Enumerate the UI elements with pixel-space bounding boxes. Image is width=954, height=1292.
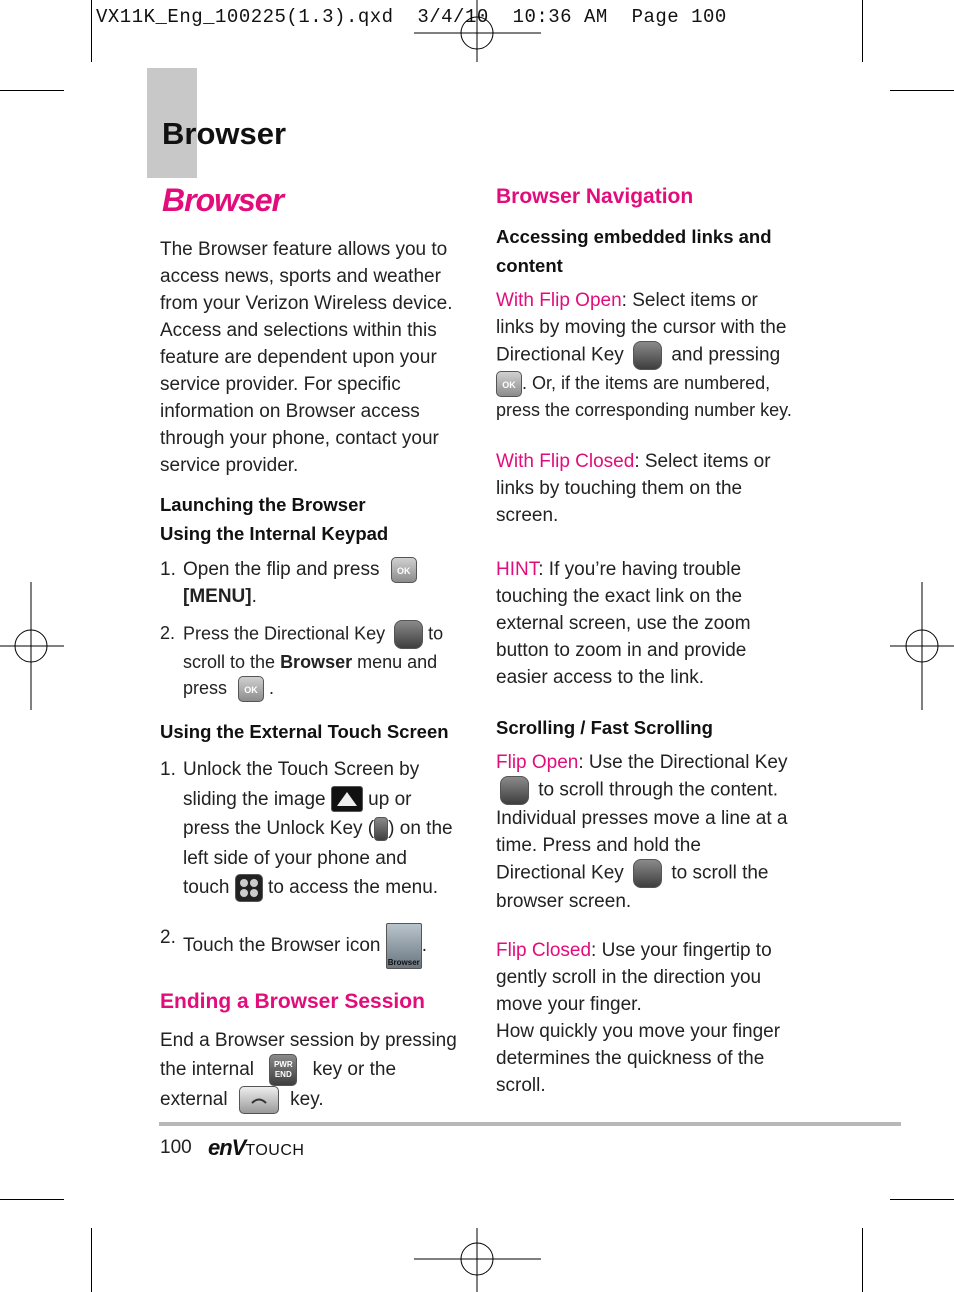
step-text: menu and press [183,652,438,698]
ending-heading: Ending a Browser Session [160,990,425,1013]
unlock-key-icon [374,817,388,841]
crop-mark [0,1199,64,1200]
flip-open-label: With Flip Open [496,290,622,311]
scroll-text: to scroll the browser screen. [496,862,769,912]
footer-rule [159,1122,901,1126]
step-number: 2. [160,623,176,643]
crop-mark [862,1228,863,1292]
chapter-title: Browser [162,116,287,151]
list-item: 1. Open the flip and press OK [MENU]. [160,556,450,610]
nav-text: : Select items or links by touching them on the screen. [496,451,771,526]
directional-key-icon [633,341,662,370]
ending-text: key. [290,1089,324,1111]
hint-text: : If you’re having trouble touching the exact link on the external screen, use the zoom button to zoom in and provide easier access to the link. [496,559,751,688]
env-touch-logo [208,1135,304,1161]
embedded-links-heading: Accessing embedded links and content [496,226,772,276]
crop-mark [862,0,863,62]
scrolling-heading: Scrolling / Fast Scrolling [496,717,713,738]
internal-steps [160,556,450,702]
launching-section [160,490,460,548]
print-slug: VX11K_Eng_100225(1.3).qxd 3/4/10 10:36 AM Page 100 [96,6,727,28]
menu-key-label: [MENU] [183,586,252,607]
nav-text: . Or, if the items are numbered, press the corresponding number key. [496,373,792,420]
launching-heading: Launching the Browser [160,494,366,515]
scroll-text: How quickly you move your finger determines the quickness of the scroll. [496,1021,781,1096]
step-text: ) on the left side of your phone and touch [183,818,453,898]
step-number: 2. [160,926,176,948]
registration-mark-left [0,582,64,710]
external-steps [160,755,456,969]
crop-mark [91,1228,92,1292]
end-key-top-label: PWR [273,1060,293,1069]
nav-text: and pressing [671,344,781,366]
step-text: Touch the Browser icon [183,934,381,956]
flip-open-label: Flip Open [496,752,579,773]
ending-paragraph [160,1027,460,1114]
scroll-text: : Use the Directional Key [578,752,788,773]
list-item: 2. Touch the Browser icon Browser. [160,923,456,969]
nav-text: : Select items or links by moving the cursor with the Directional Key [496,290,787,366]
logo-touch: TOUCH [245,1142,305,1159]
section-title: Browser [162,182,284,218]
registration-mark-bottom [414,1228,541,1292]
external-end-key-icon [239,1086,279,1114]
ending-text: key or the external [160,1059,397,1111]
intro-paragraph: The Browser feature allows you to access news, sports and weather from your Verizon Wireless device. Access and selections within this feature are dependent upon your service provider. For specific information on Browser access through your phone, contact your service provider. [160,239,453,476]
page-number: 100 [160,1137,192,1158]
ok-key-icon: OK [238,676,264,702]
scroll-closed-paragraph [496,937,786,1099]
hint-label: HINT [496,559,539,580]
scroll-text: : Use your fingertip to gently scroll in the direction you move your finger. [496,940,772,1015]
unlock-slider-icon [331,786,363,812]
directional-key-icon [394,620,423,649]
list-item: 2. Press the Directional Key to scroll to the Browser menu and press OK . [160,620,450,702]
flip-closed-label: Flip Closed [496,940,592,961]
ok-key-icon: OK [391,557,417,583]
list-item [160,755,456,903]
flip-open-paragraph [496,287,796,424]
crop-mark [91,0,92,62]
step-text: to scroll to the [183,623,444,672]
step-number: 1. [160,559,176,580]
step-text: up or press the Unlock Key ( [183,788,412,839]
ending-text: End a Browser session by pressing the internal [160,1030,457,1081]
step-text: Unlock the Touch Screen by sliding the image [183,759,420,810]
end-key-icon [269,1054,297,1086]
browser-menu-label: Browser [280,652,353,672]
registration-mark-top [414,0,541,64]
step-text: Open the flip and press [183,559,380,580]
step-text: Press the Directional Key [183,623,386,644]
internal-keypad-heading: Using the Internal Keypad [160,523,389,544]
step-number: 1. [160,759,176,780]
scroll-text: to scroll through the content. Individual presses move a line at a time. Press and hold the Directional Key [496,779,788,884]
flip-closed-label: With Flip Closed [496,451,635,472]
directional-key-icon [500,776,529,805]
end-key-label: END [274,1070,292,1079]
crop-mark [890,90,954,91]
external-touch-heading: Using the External Touch Screen [160,721,449,742]
ok-key-icon: OK [496,371,522,397]
crop-mark [0,90,64,91]
scroll-open-paragraph [496,749,794,915]
step-text: to access the menu. [268,877,439,898]
hint-paragraph [496,556,796,691]
menu-grid-icon [235,874,263,902]
directional-key-icon [633,859,662,888]
flip-closed-paragraph [496,448,776,529]
browser-app-icon: Browser [386,923,422,969]
registration-mark-right [890,582,954,710]
logo-env: enV [208,1135,246,1160]
crop-mark [890,1199,954,1200]
navigation-heading: Browser Navigation [496,185,694,208]
